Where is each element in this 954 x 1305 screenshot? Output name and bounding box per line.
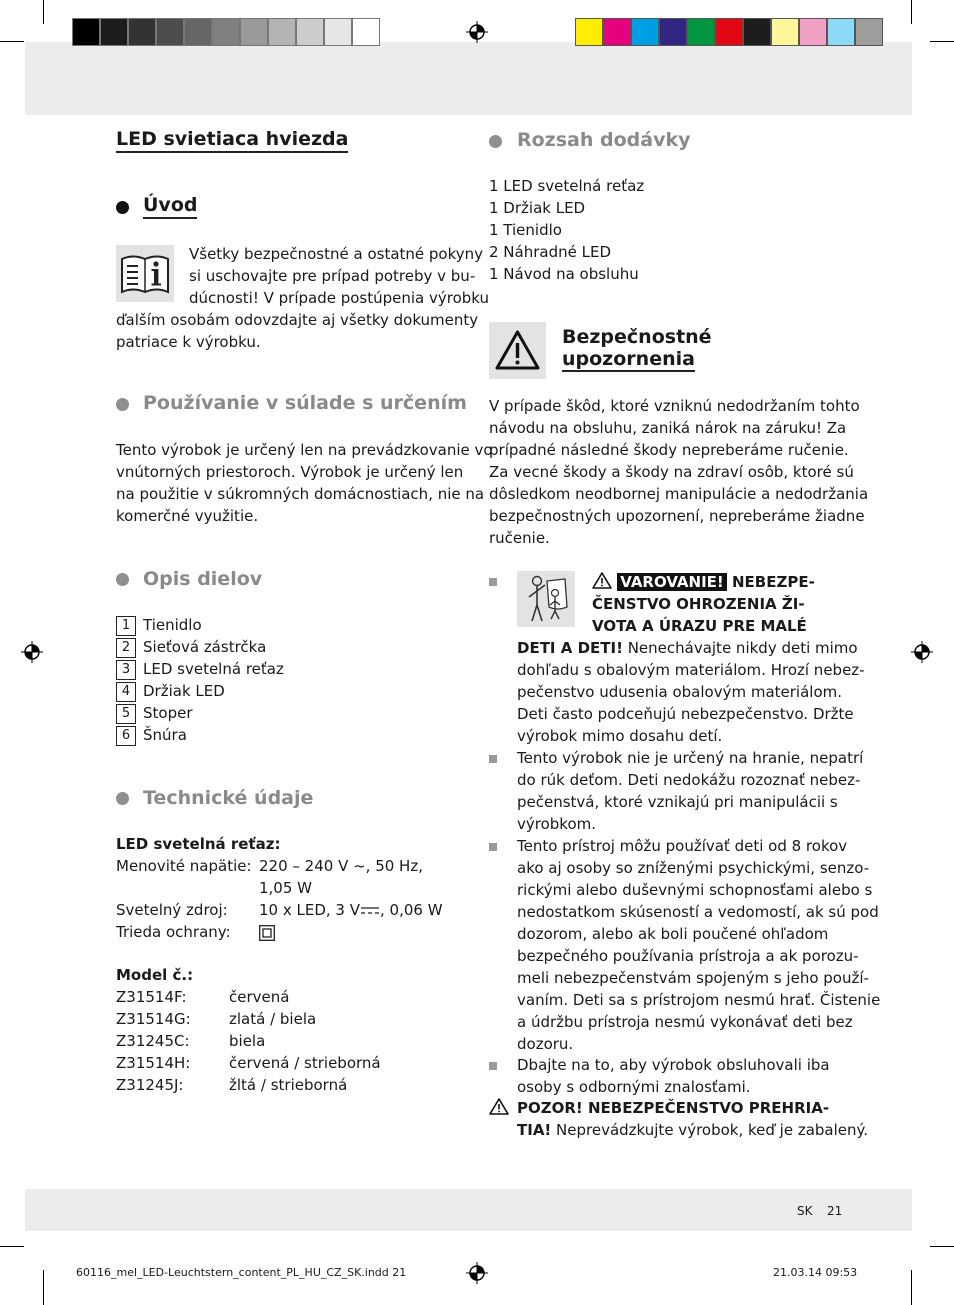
protection-class-ii-icon [259, 925, 275, 941]
crop-mark [930, 1246, 954, 1247]
list-item: Dbajte na to, aby výrobok obsluhovali iba osoby s odbornými znalosťami. [517, 1056, 830, 1096]
footer-band [25, 1189, 912, 1231]
warning-headline: VAROVANIE! NEBEZPE- [592, 571, 815, 593]
parts-heading: Opis dielov [143, 568, 263, 590]
direct-current-icon [360, 905, 380, 917]
model-heading: Model č.: [116, 966, 194, 984]
crop-mark [0, 41, 24, 42]
warning-label: VAROVANIE! [617, 573, 727, 591]
part-number: 4 [116, 682, 136, 702]
model-code: Z31245C: [116, 1032, 190, 1050]
color-swatch [799, 18, 827, 46]
registration-mark-icon [21, 641, 43, 663]
color-swatch [603, 18, 631, 46]
part-label: Sieťová zástrčka [143, 638, 267, 656]
list-item: Tento prístroj môžu používať deti od 8 rokov ako aj osoby so zníženými psychickými, senzo- rickými alebo duševnými schopnosťami alebo s nedostatkom skúseností a vedomostí, ak sú pod dozorom, alebo ak boli poučené ohľadom bezpečného používania prístroja a ak porozu- meli nebezpečenstvám spojeným s jeho použí- vaním. Deti sa s prístrojom nesmú hrať. Čistenie a údržbu prístroja nesmú vykonávať deti bez dozoru. [517, 837, 881, 1053]
model-code: Z31514H: [116, 1054, 191, 1072]
crop-mark [43, 0, 44, 24]
list-bullet [489, 1062, 497, 1070]
warning-headline-line: VOTA A ÚRAZU PRE MALÉ [592, 617, 807, 635]
model-code: Z31245J: [116, 1076, 184, 1094]
section-bullet [489, 135, 502, 148]
grey-swatch [128, 18, 156, 46]
list-item: Tento výrobok nie je určený na hranie, nepatrí do rúk deťom. Deti nedokážu rozoznať nebez- pečenstvá, ktoré vznikajú pri manipulácii s výrobkom. [517, 749, 864, 833]
child-with-bag-icon [517, 571, 575, 627]
grey-swatch [268, 18, 296, 46]
section-bullet [116, 201, 129, 214]
registration-mark-icon [911, 641, 933, 663]
safety-text: V prípade škôd, ktoré vzniknú nedodržaním tohto návodu na obsluhu, zaniká nárok na záruku! Za prípadné následné škody nepreberáme ručenie. Za vecné škody a škody na zdraví osôb, ktoré sú dôsledkom neodbornej manipulácie a nedodržania bezpečnostných upozornení, nepreberáme žiadne ručenie. [489, 397, 869, 547]
list-bullet [489, 755, 497, 763]
tech-value: 220 – 240 V ~, 50 Hz, [259, 857, 423, 875]
intro-heading: Úvod [143, 194, 197, 219]
tech-heading: Technické údaje [143, 787, 314, 809]
grey-swatch [240, 18, 268, 46]
intro-text: Všetky bezpečnostné a ostatné pokyny si uschovajte pre prípad potreby v bu- dúcnosti! V prípade postúpenia výrobku ďalším osobám odovzdajte aj všetky dokumenty patriace k výrobku. [116, 245, 490, 351]
crop-mark [911, 1270, 912, 1305]
color-swatch [743, 18, 771, 46]
warning-triangle-icon [489, 322, 546, 379]
color-swatch [631, 18, 659, 46]
part-label: Tienidlo [143, 616, 202, 634]
page-language: SK [797, 1204, 813, 1218]
color-swatch [575, 18, 603, 46]
file-date: 21.03.14 09:53 [773, 1266, 858, 1279]
part-label: LED svetelná reťaz [143, 660, 284, 678]
header-band [25, 42, 912, 115]
tech-subheading: LED svetelná reťaz: [116, 835, 281, 853]
part-label: Šnúra [143, 726, 187, 744]
tech-value: 1,05 W [259, 879, 312, 897]
warning-triangle-icon [489, 1098, 509, 1115]
safety-heading: Bezpečnostné upozornenia [562, 326, 712, 370]
registration-mark-icon [466, 1262, 488, 1284]
registration-mark-icon [466, 21, 488, 43]
grey-swatch [156, 18, 184, 46]
list-bullet [489, 843, 497, 851]
model-code: Z31514F: [116, 988, 187, 1006]
color-swatch [855, 18, 883, 46]
list-bullet [489, 578, 497, 586]
model-code: Z31514G: [116, 1010, 191, 1028]
crop-mark [930, 41, 954, 42]
page-title: LED svietiaca hviezda [116, 128, 348, 153]
crop-mark [911, 0, 912, 24]
caution-text: POZOR! NEBEZPEČENSTVO PREHRIA- TIA! Neprevádzkujte výrobok, keď je zabalený. [517, 1099, 869, 1139]
tech-value: 10 x LED, 3 V , 0,06 W [259, 901, 443, 919]
model-color: červená [229, 988, 290, 1006]
grey-swatch [324, 18, 352, 46]
part-number: 3 [116, 660, 136, 680]
model-color: biela [229, 1032, 266, 1050]
part-number: 2 [116, 638, 136, 658]
tech-label: Trieda ochrany: [116, 923, 231, 941]
part-number: 1 [116, 616, 136, 636]
model-color: žltá / strieborná [229, 1076, 348, 1094]
color-swatch [659, 18, 687, 46]
tech-label: Menovité napätie: [116, 857, 252, 875]
section-bullet [116, 398, 129, 411]
color-swatch [827, 18, 855, 46]
intended-use-heading: Používanie v súlade s určením [143, 392, 467, 414]
scope-heading: Rozsah dodávky [517, 129, 691, 151]
part-number: 6 [116, 726, 136, 746]
grey-swatch [72, 18, 100, 46]
warning-body: DETI A DETI! Nenechávajte nikdy deti mimo dohľadu s obalovým materiálom. Hrozí nebez- pečenstvo udusenia obalovým materiálom. Deti často podceňujú nebezpečenstvo. Držte výrobok mimo dosahu detí. [517, 639, 865, 745]
warning-triangle-icon [592, 572, 612, 589]
crop-mark [43, 1270, 44, 1305]
color-swatch [715, 18, 743, 46]
section-bullet [116, 573, 129, 586]
color-swatch [687, 18, 715, 46]
file-slug: 60116_mel_LED-Leuchtstern_content_PL_HU_CZ_SK.indd 21 [76, 1266, 407, 1279]
model-color: zlatá / biela [229, 1010, 317, 1028]
grey-swatch [352, 18, 380, 46]
tech-label: Svetelný zdroj: [116, 901, 228, 919]
part-number: 5 [116, 704, 136, 724]
intended-use-text: Tento výrobok je určený len na prevádzkovanie vo vnútorných priestorоch. Výrobok je určený len na použitie v súkromných domácnostiach, nie na komerčné využitie. [116, 441, 493, 525]
model-color: červená / strieborná [229, 1054, 381, 1072]
page-number: 21 [827, 1204, 843, 1218]
part-label: Stoper [143, 704, 193, 722]
warning-headline-line: ČENSTVO OHROZENIA ŽI- [592, 595, 805, 613]
scope-list: 1 LED svetelná reťaz 1 Držiak LED 1 Tienidlo 2 Náhradné LED 1 Návod na obsluhu [489, 177, 645, 283]
grey-swatch [296, 18, 324, 46]
crop-mark [0, 1246, 24, 1247]
grey-swatch [212, 18, 240, 46]
section-bullet [116, 792, 129, 805]
color-swatch [771, 18, 799, 46]
grey-swatch [100, 18, 128, 46]
grey-swatch [184, 18, 212, 46]
part-label: Držiak LED [143, 682, 225, 700]
